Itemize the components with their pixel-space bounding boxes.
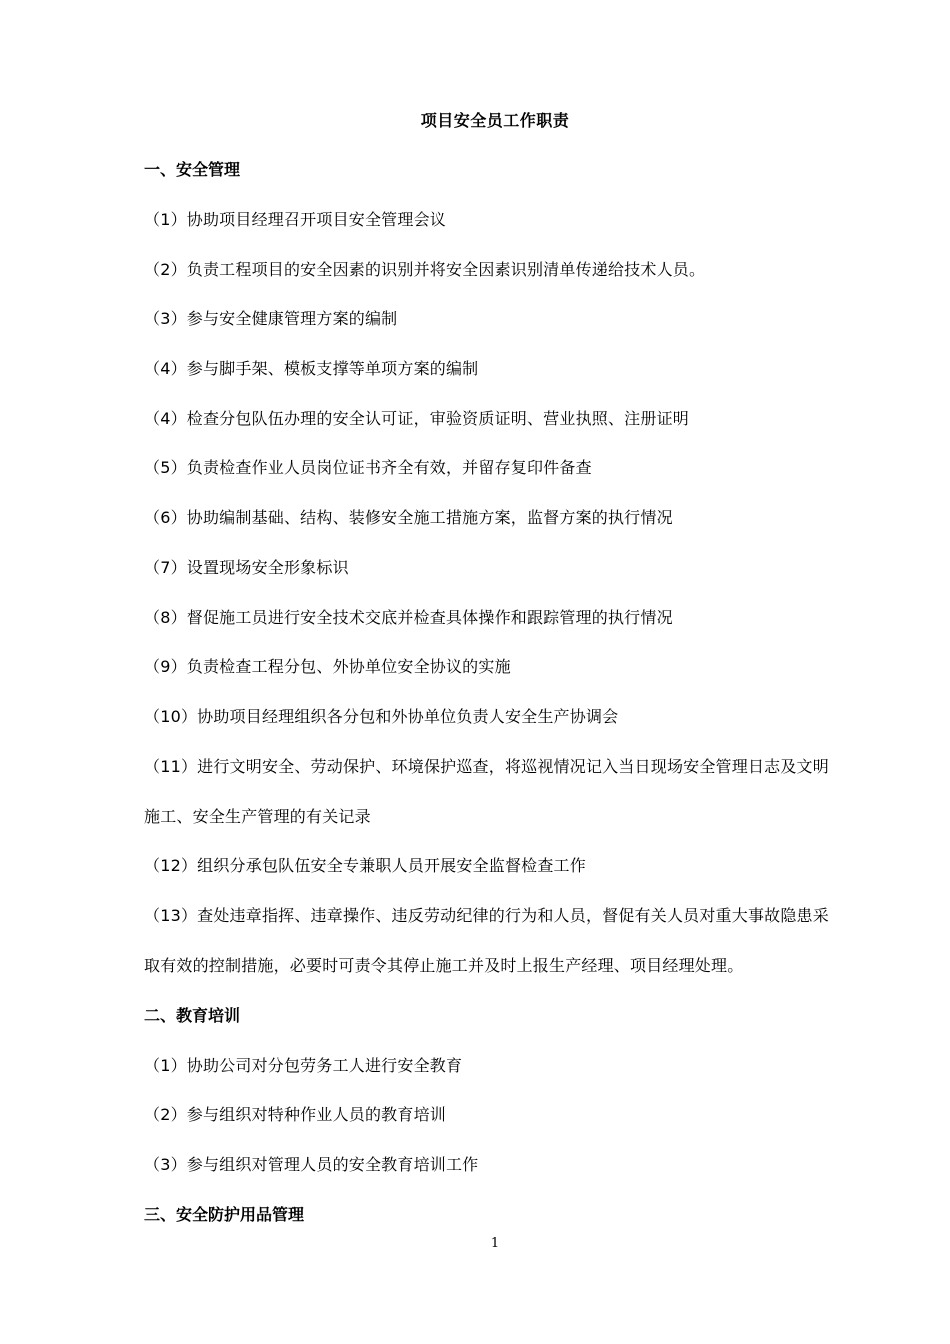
text-line: （2）负责工程项目的安全因素的识别并将安全因素识别清单传递给技术人员。 (144, 260, 706, 279)
text-line: 取有效的控制措施，必要时可责令其停止施工并及时上报生产经理、项目经理处理。 (144, 956, 744, 975)
text-line: （11）进行文明安全、劳动保护、环境保护巡查，将巡视情况记入当日现场安全管理日志及文明 (144, 757, 829, 776)
text-line: 施工、安全生产管理的有关记录 (144, 807, 371, 826)
text-line: （8）督促施工员进行安全技术交底并检查具体操作和跟踪管理的执行情况 (144, 608, 673, 627)
document-title: 项目安全员工作职责 (420, 111, 570, 130)
text-line: （1）协助公司对分包劳务工人进行安全教育 (144, 1056, 463, 1075)
text-line: （12）组织分承包队伍安全专兼职人员开展安全监督检查工作 (144, 856, 586, 875)
text-line: （7）设置现场安全形象标识 (144, 558, 349, 577)
text-line: （6）协助编制基础、结构、装修安全施工措施方案，监督方案的执行情况 (144, 508, 673, 527)
text-line: （13）查处违章指挥、违章操作、违反劳动纪律的行为和人员，督促有关人员对重大事故隐患采 (144, 906, 829, 925)
page-number: 1 (490, 1236, 500, 1251)
text-line: （3）参与安全健康管理方案的编制 (144, 309, 398, 328)
text-line: （3）参与组织对管理人员的安全教育培训工作 (144, 1155, 479, 1174)
text-line: （4）检查分包队伍办理的安全认可证，审验资质证明、营业执照、注册证明 (144, 409, 689, 428)
text-line: （10）协助项目经理组织各分包和外协单位负责人安全生产协调会 (144, 707, 619, 726)
text-line: （2）参与组织对特种作业人员的教育培训 (144, 1105, 446, 1124)
text-line: （4）参与脚手架、模板支撑等单项方案的编制 (144, 359, 479, 378)
section-heading-protective-equipment: 三、安全防护用品管理 (144, 1205, 305, 1224)
section-heading-safety-management: 一、安全管理 (144, 160, 241, 179)
text-line: （9）负责检查工程分包、外协单位安全协议的实施 (144, 657, 511, 676)
section-heading-education-training: 二、教育培训 (144, 1006, 241, 1025)
text-line: （5）负责检查作业人员岗位证书齐全有效，并留存复印件备查 (144, 458, 592, 477)
text-line: （1）协助项目经理召开项目安全管理会议 (144, 210, 446, 229)
